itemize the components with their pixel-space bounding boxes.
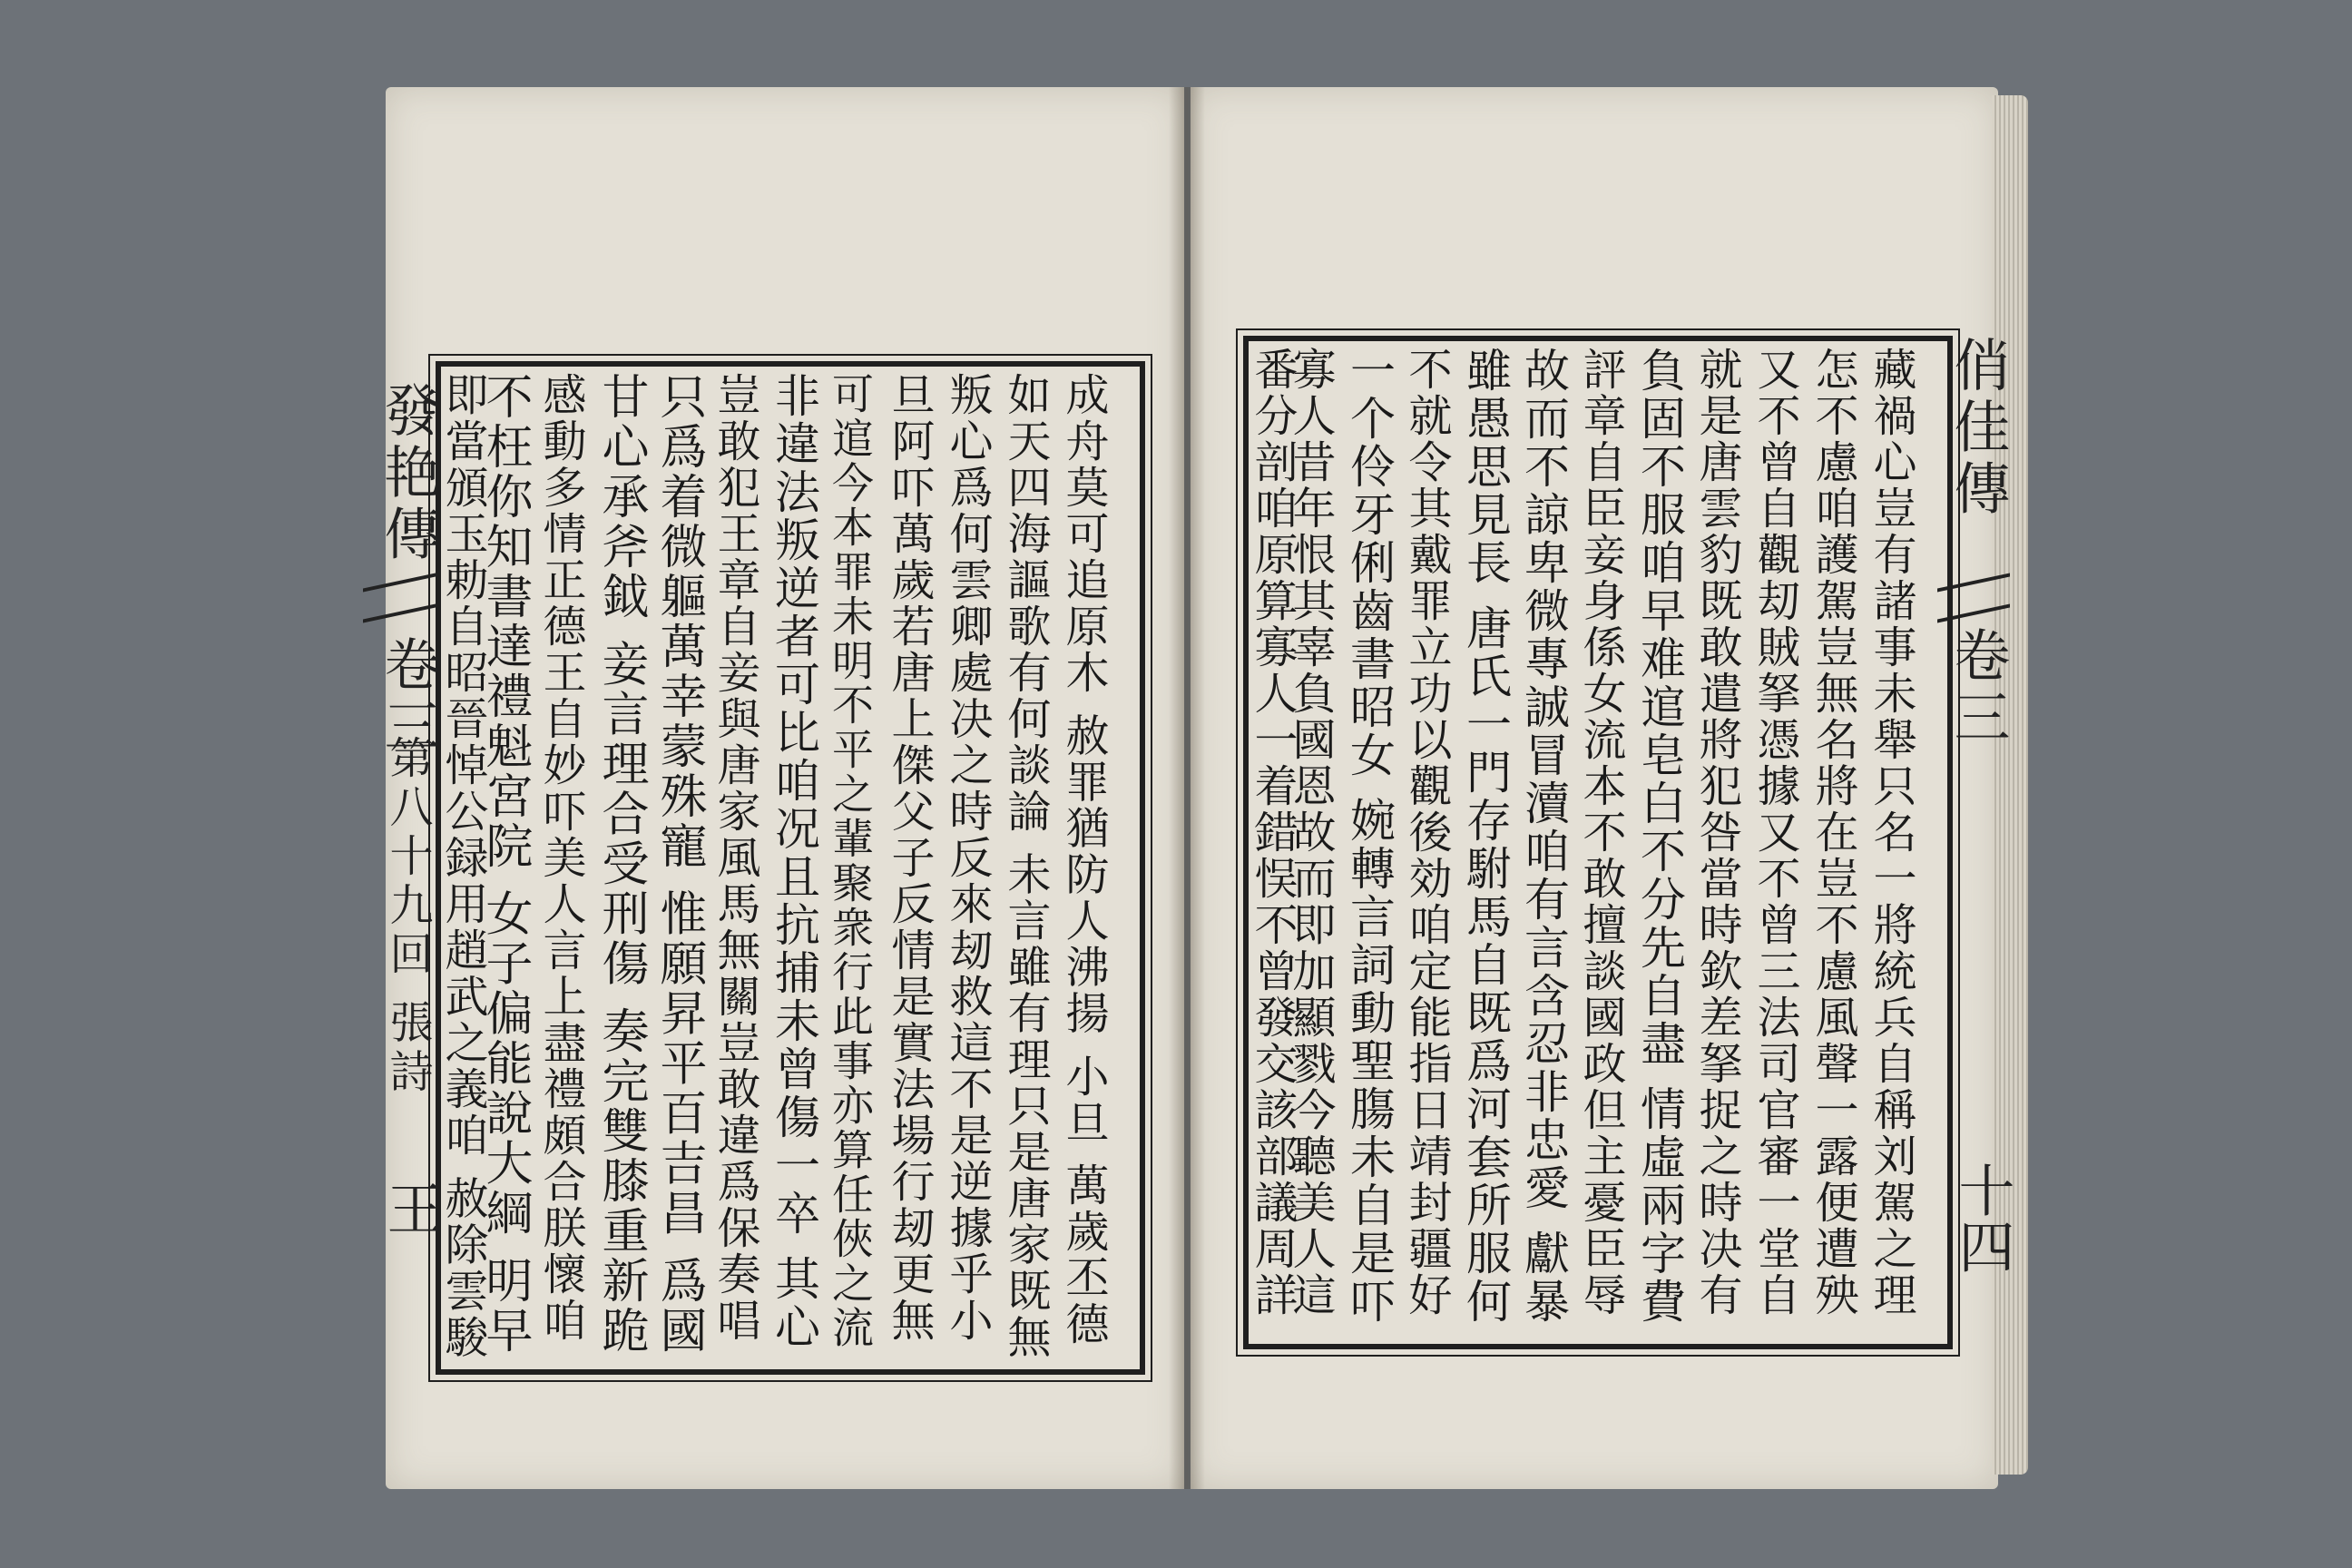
right-column-5: 負固不服咱早难逭皂白不分先自盡 情虛兩字費 (1633, 347, 1686, 1326)
left-column-9: 甘心承斧鉞 妾言理合受刑傷 奏完雙膝重新跪 (593, 372, 648, 1357)
left-column-1: 成舟莫可追原木 赦罪猶防人沸揚 小旦 萬歲丕德 (1058, 372, 1109, 1348)
right-column-9: 不就令其戴罪立功以觀後効咱定能指日靖封疆好 (1401, 347, 1452, 1318)
left-banxin-folio: 王 (377, 1180, 444, 1236)
right-column-2: 怎不慮咱護駕豈無名將在豈不慮風聲一露便遭殃 (1808, 347, 1858, 1318)
left-column-2: 如天四海謳歌有何談論 未言雖有理只是唐家既無 (1000, 372, 1051, 1361)
left-banxin-title: 發艳傳 (375, 381, 441, 566)
left-column-5: 可逭今本罪未明不平之輩聚衆行此事亦算任俠之流 (826, 372, 875, 1350)
left-column-4: 旦阿吓萬歲若唐上傑父子反情是實法場行刼更無 (884, 372, 935, 1344)
left-column-10: 感動多情正德王自妙吓美人言上盡禮頗合朕懷咱 (535, 372, 586, 1344)
right-banxin-volume: 卷三 (1945, 626, 2011, 750)
right-column-8: 雖愚思見長 唐氏一門存駙馬自既爲河套所服何 (1459, 347, 1512, 1326)
right-column-3: 又不曾自觀刧賊拏憑據又不曾三法司官審一堂自 (1749, 347, 1800, 1318)
left-column-8: 只爲着微軀萬幸蒙殊寵 惟願昇平百吉昌 爲國 (652, 372, 706, 1357)
book-gutter (1169, 87, 1205, 1489)
right-column-11: 寡人昔年恨其辜負國恩故而即加顯戮今聽美人這 (1285, 347, 1336, 1318)
left-column-3: 叛心爲何雲卿處决之時反來刼救這不是逆據乎小 (942, 372, 993, 1344)
left-banxin-volume: 卷三 (375, 635, 441, 759)
left-column-7: 豈敢犯王章自妾與唐家風馬無關豈敢違爲保奏唱 (710, 372, 760, 1344)
left-column-12: 即當頒玉勅自昭晉悼公録用趙武之義咱 赦除雲駿 (437, 372, 488, 1361)
right-column-10: 一个伶牙俐齒書昭女 婉轉言詞動聖膓未自是吓 (1343, 347, 1396, 1326)
right-column-4: 就是唐雲豹既敢遣將犯咎當時欽差拏捉之時决有 (1691, 347, 1742, 1318)
right-column-12: 番分剖咱原算寡人一着錯悮不曾發交該部議周詳 (1247, 347, 1298, 1318)
right-column-7: 故而不諒卑微專誠冒瀆咱有言含忍非忠愛 獻暴 (1517, 347, 1570, 1326)
right-column-1: 藏禍心豈有諸事未舉只名一將統兵自稱刘駕之理 (1866, 347, 1916, 1318)
right-column-6: 評章自臣妾身係女流本不敢擅談國政但主憂臣辱 (1575, 347, 1626, 1318)
left-column-6: 非違法叛逆者可比咱况且抗捕未曾傷一卒 其心 (768, 372, 820, 1351)
right-banxin-folio: 十四 (1949, 1161, 2015, 1274)
left-column-11: 不枉你知書達禮魁宮院 女子偏能說大綱 明早 (477, 372, 532, 1357)
right-banxin-title: 俏佳傳 (1945, 336, 2011, 521)
left-banxin-chapter: 第八十九回 張詩 (382, 735, 433, 1098)
